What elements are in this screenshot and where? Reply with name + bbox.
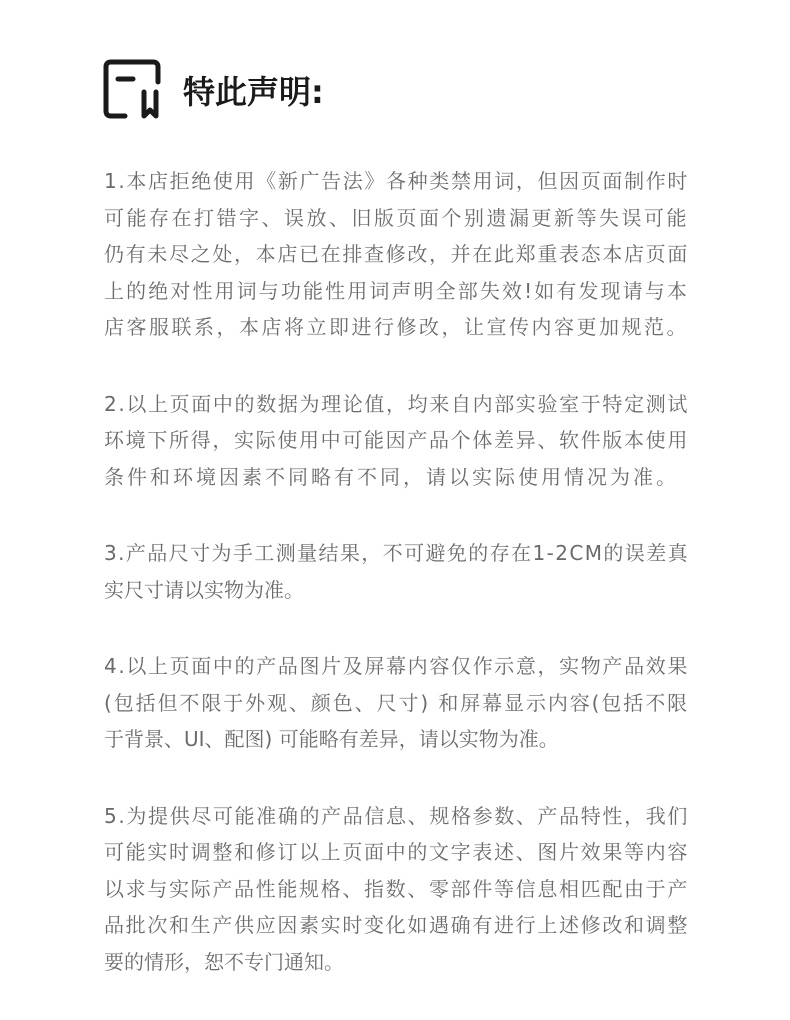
disclaimer-paragraph xyxy=(104,163,704,346)
disclaimer-paragraph xyxy=(104,648,704,758)
disclaimer-line: 于背景、UI、配图) 可能略有差异，请以实物为准。 xyxy=(104,727,559,751)
disclaimer-line: 仍有未尽之处，本店已在排查修改，并在此郑重表态本店页面 xyxy=(104,242,689,266)
disclaimer-line: 4.以上页面中的产品图片及屏幕内容仅作示意，实物产品效果 xyxy=(104,654,689,678)
disclaimer-line: 3.产品尺寸为手工测量结果，不可避免的存在1-2CM的误差真 xyxy=(104,541,689,565)
disclaimer-line: 条件和环境因素不同略有不同，请以实际使用情况为准。 xyxy=(104,464,679,489)
disclaimer-paragraph xyxy=(104,386,704,496)
disclaimer-line: 品批次和生产供应因素实时变化如遇确有进行上述修改和调整 xyxy=(104,913,689,937)
disclaimer-line: 可能实时调整和修订以上页面中的文字表述、图片效果等内容 xyxy=(104,840,689,864)
bookmark-note-icon xyxy=(103,58,161,120)
disclaimer-paragraph xyxy=(104,535,704,608)
disclaimer-line: 实尺寸请以实物为准。 xyxy=(104,577,304,602)
disclaimer-line: 2.以上页面中的数据为理论值，均来自内部实验室于特定测试 xyxy=(104,391,689,416)
disclaimer-line: 环境下所得，实际使用中可能因产品个体差异、软件版本使用 xyxy=(104,428,689,452)
disclaimer-line: 上的绝对性用词与功能性用词声明全部失效!如有发现请与本 xyxy=(104,278,689,303)
disclaimer-line: 可能存在打错字、误放、旧版页面个别遗漏更新等失误可能 xyxy=(104,205,689,230)
disclaimer-body xyxy=(104,163,704,1020)
disclaimer-line: (包括但不限于外观、颜色、尺寸) 和屏幕显示内容(包括不限 xyxy=(104,690,689,715)
disclaimer-paragraph xyxy=(104,798,704,981)
disclaimer-line: 店客服联系，本店将立即进行修改，让宣传内容更加规范。 xyxy=(104,315,689,339)
disclaimer-line: 1.本店拒绝使用《新广告法》各种类禁用词，但因页面制作时 xyxy=(104,169,689,193)
disclaimer-line: 要的情形，恕不专门通知。 xyxy=(104,949,344,974)
disclaimer-line: 以求与实际产品性能规格、指数、零部件等信息相匹配由于产 xyxy=(104,876,689,901)
page-title: 特此声明: xyxy=(183,73,324,111)
disclaimer-line: 5.为提供尽可能准确的产品信息、规格参数、产品特性，我们 xyxy=(104,803,689,828)
